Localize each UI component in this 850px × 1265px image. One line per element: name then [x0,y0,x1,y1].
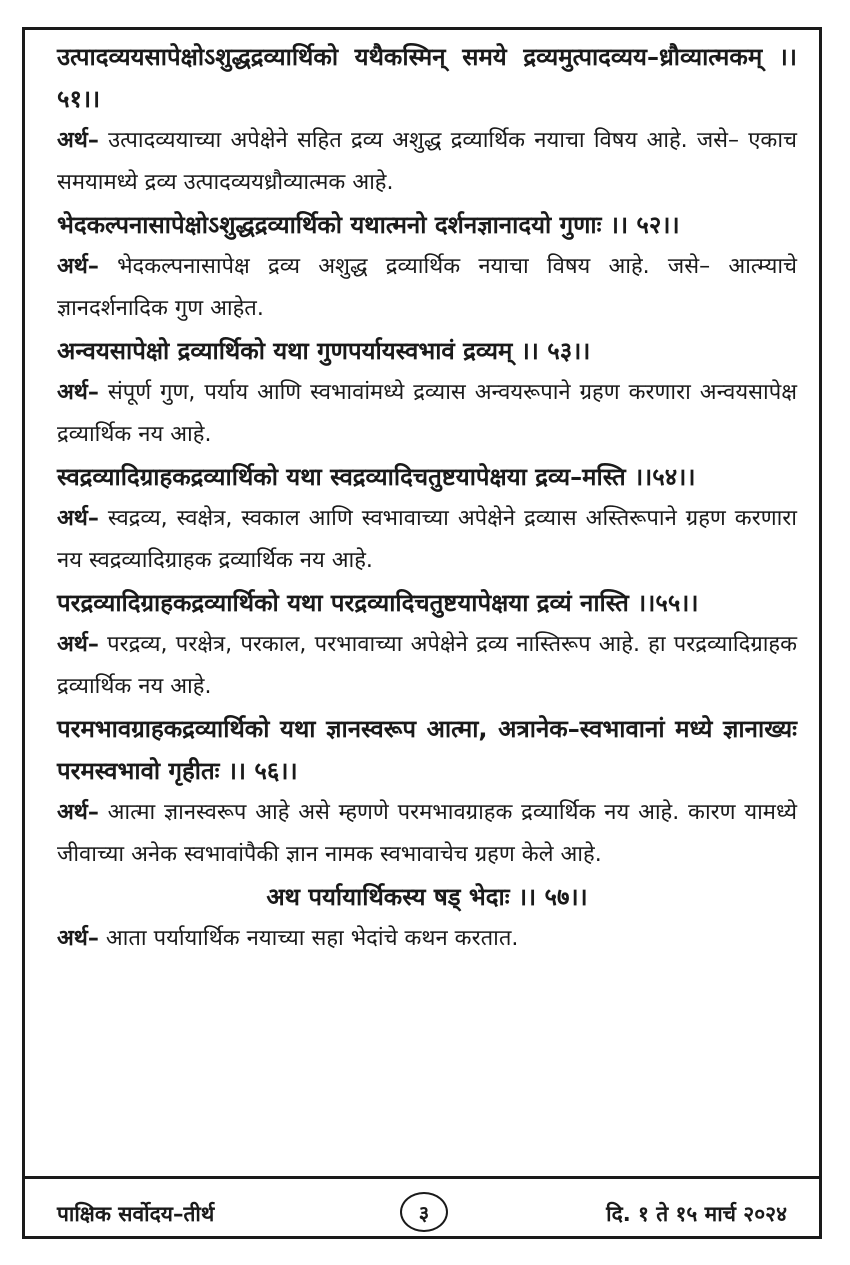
publication-name: पाक्षिक सर्वोदय–तीर्थ [57,1202,215,1226]
page-footer [25,1194,819,1234]
footer-divider [25,1176,819,1179]
page-number-badge: ३ [400,1192,448,1232]
meaning-text: आत्मा ज्ञानस्वरूप आहे असे म्हणणे परमभावग्राहक द्रव्यार्थिक नय आहे. कारण यामध्ये जीवाच्या अनेक स्वभावांपैकी ज्ञान नामक स्वभावाचेच ग्रहण केले आहे. [57,800,797,867]
meaning-label: अर्थ– [57,926,99,951]
meaning-52 [57,246,797,330]
meaning-54 [57,498,797,582]
meaning-label: अर्थ– [57,506,99,531]
meaning-label: अर्थ– [57,254,99,279]
meaning-56 [57,792,797,876]
meaning-51 [57,120,797,204]
meaning-text: स्वद्रव्य, स्वक्षेत्र, स्वकाल आणि स्वभावाच्या अपेक्षेने द्रव्यास अस्तिरूपाने ग्रहण करणारा नय स्वद्रव्यादिग्राहक द्रव्यार्थिक नय आहे. [57,506,797,573]
meaning-text: आता पर्यायार्थिक नयाच्या सहा भेदांचे कथन करतात. [98,926,519,951]
sutra-54: स्वद्रव्यादिग्राहकद्रव्यार्थिको यथा स्वद्रव्यादिचतुष्टयापेक्षया द्रव्य–मस्ति ।।५४।। [57,463,696,491]
meaning-text: भेदकल्पनासापेक्ष द्रव्य अशुद्ध द्रव्यार्थिक नयाचा विषय आहे. जसे– आत्म्याचे ज्ञानदर्शनादिक गुण आहेत. [57,254,797,321]
meaning-53 [57,372,797,456]
meaning-text: संपूर्ण गुण, पर्याय आणि स्वभावांमध्ये द्रव्यास अन्वयरूपाने ग्रहण करणारा अन्वयसापेक्ष द्रव्यार्थिक नय आहे. [57,380,797,447]
meaning-55 [57,624,797,708]
issue-date: दि. १ ते १५ मार्च २०२४ [606,1202,787,1226]
page-frame [22,27,822,1239]
sutra-55: परद्रव्यादिग्राहकद्रव्यार्थिको यथा परद्रव्यादिचतुष्टयापेक्षया द्रव्यं नास्ति ।।५५।। [57,589,699,617]
sutra-56: परमभावग्राहकद्रव्यार्थिको यथा ज्ञानस्वरूप आत्मा, अत्रानेक–स्वभावानां मध्ये ज्ञानाख्यः परमस्वभावो गृहीतः ।। ५६।। [57,715,797,785]
meaning-label: अर्थ– [57,632,99,657]
meaning-label: अर्थ– [57,128,99,153]
sutra-52: भेदकल्पनासापेक्षोऽशुद्धद्रव्यार्थिको यथात्मनो दर्शनज्ञानादयो गुणाः ।। ५२।। [57,211,680,239]
sutra-53: अन्वयसापेक्षो द्रव्यार्थिको यथा गुणपर्यायस्वभावं द्रव्यम् ।। ५३।। [57,337,591,365]
page-content [57,36,797,960]
meaning-text: उत्पादव्ययाच्या अपेक्षेने सहित द्रव्य अशुद्ध द्रव्यार्थिक नयाचा विषय आहे. जसे– एकाच समयामध्ये द्रव्य उत्पादव्ययध्रौव्यात्मक आहे. [57,128,797,195]
sutra-57-heading: अथ पर्यायार्थिकस्य षड् भेदाः ।। ५७।। [266,883,588,911]
meaning-label: अर्थ– [57,380,99,405]
meaning-text: परद्रव्य, परक्षेत्र, परकाल, परभावाच्या अपेक्षेने द्रव्य नास्तिरूप आहे. हा परद्रव्यादिग्राहक द्रव्यार्थिक नय आहे. [57,632,797,699]
meaning-57 [57,918,797,960]
sutra-51: उत्पादव्ययसापेक्षोऽशुद्धद्रव्यार्थिको यथैकस्मिन् समये द्रव्यमुत्पादव्यय–ध्रौव्यात्मकम् ।। ५१।। [57,43,797,113]
meaning-label: अर्थ– [57,800,99,825]
